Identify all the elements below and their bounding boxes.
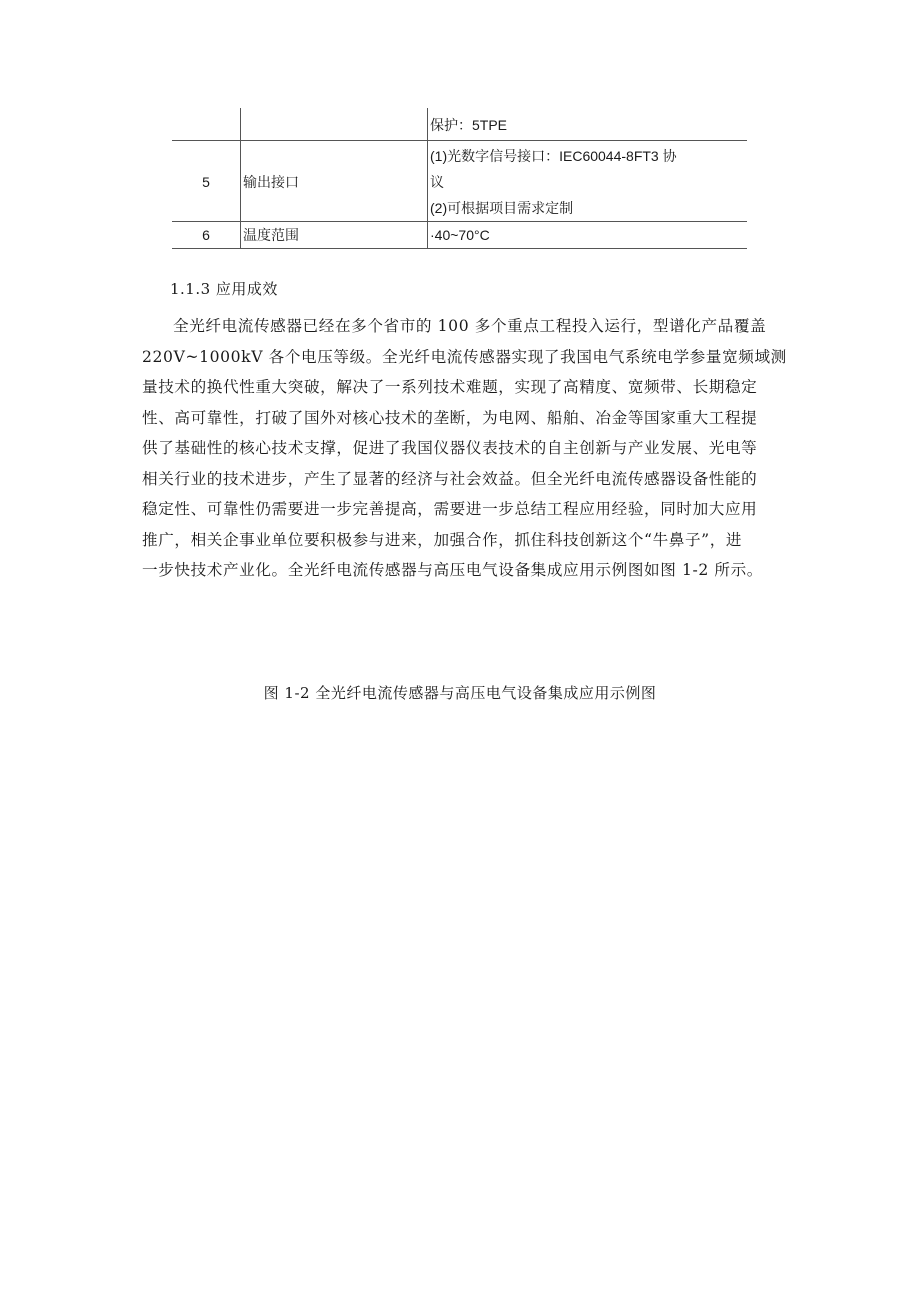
row-value: [428, 221, 748, 248]
row-value-line: 保护：5TPE: [430, 116, 508, 133]
paragraph-line: 推广，相关企事业单位要积极参与进来，加强合作，抓住科技创新这个“牛鼻子”，进: [142, 530, 743, 549]
figure-caption: 图 1-2 全光纤电流传感器与高压电气设备集成应用示例图: [263, 684, 657, 702]
row-value-line: ·40~70°C: [430, 226, 490, 243]
section-heading: 1.1.3 应用成效: [170, 280, 278, 298]
paragraph-line: 一步快技术产业化。全光纤电流传感器与高压电气设备集成应用示例图如图 1-2 所示。: [142, 561, 764, 579]
row-number: 6: [172, 221, 241, 248]
section-paragraph: [142, 311, 792, 586]
table-row: [172, 221, 747, 248]
table-row: [172, 108, 747, 140]
row-value-line: (1)光数字信号接口：IEC60044-8FT3 协: [430, 147, 677, 164]
row-number: [172, 108, 241, 140]
row-name: [241, 108, 428, 140]
paragraph-line: 全光纤电流传感器已经在多个省市的 100 多个重点工程投入运行，型谱化产品覆盖: [173, 317, 767, 335]
paragraph-line: 相关行业的技术进步，产生了显著的经济与社会效益。但全光纤电流传感器设备性能的: [142, 469, 758, 488]
spec-table: [172, 108, 747, 249]
table-row: [172, 140, 747, 221]
row-value-line: 议: [430, 173, 444, 190]
row-value: [428, 140, 748, 221]
paragraph-line: 性、高可靠性，打破了国外对核心技术的垄断，为电网、船舶、冶金等国家重大工程提: [142, 408, 758, 427]
row-name: 输出接口: [241, 140, 428, 221]
row-number: 5: [172, 140, 241, 221]
row-value-line: (2)可根据项目需求定制: [430, 199, 574, 216]
paragraph-line: 供了基础性的核心技术支撑，促进了我国仪器仪表技术的自主创新与产业发展、光电等: [142, 439, 758, 457]
paragraph-line: 稳定性、可靠性仍需要进一步完善提高，需要进一步总结工程应用经验，同时加大应用: [142, 500, 758, 518]
paragraph-line: 量技术的换代性重大突破，解决了一系列技术难题，实现了高精度、宽频带、长期稳定: [142, 378, 758, 396]
paragraph-line: 220V~1000kV 各个电压等级。全光纤电流传感器实现了我国电气系统电学参量宽频域测: [142, 347, 787, 366]
row-value: [428, 108, 748, 140]
row-name: 温度范围: [241, 221, 428, 248]
